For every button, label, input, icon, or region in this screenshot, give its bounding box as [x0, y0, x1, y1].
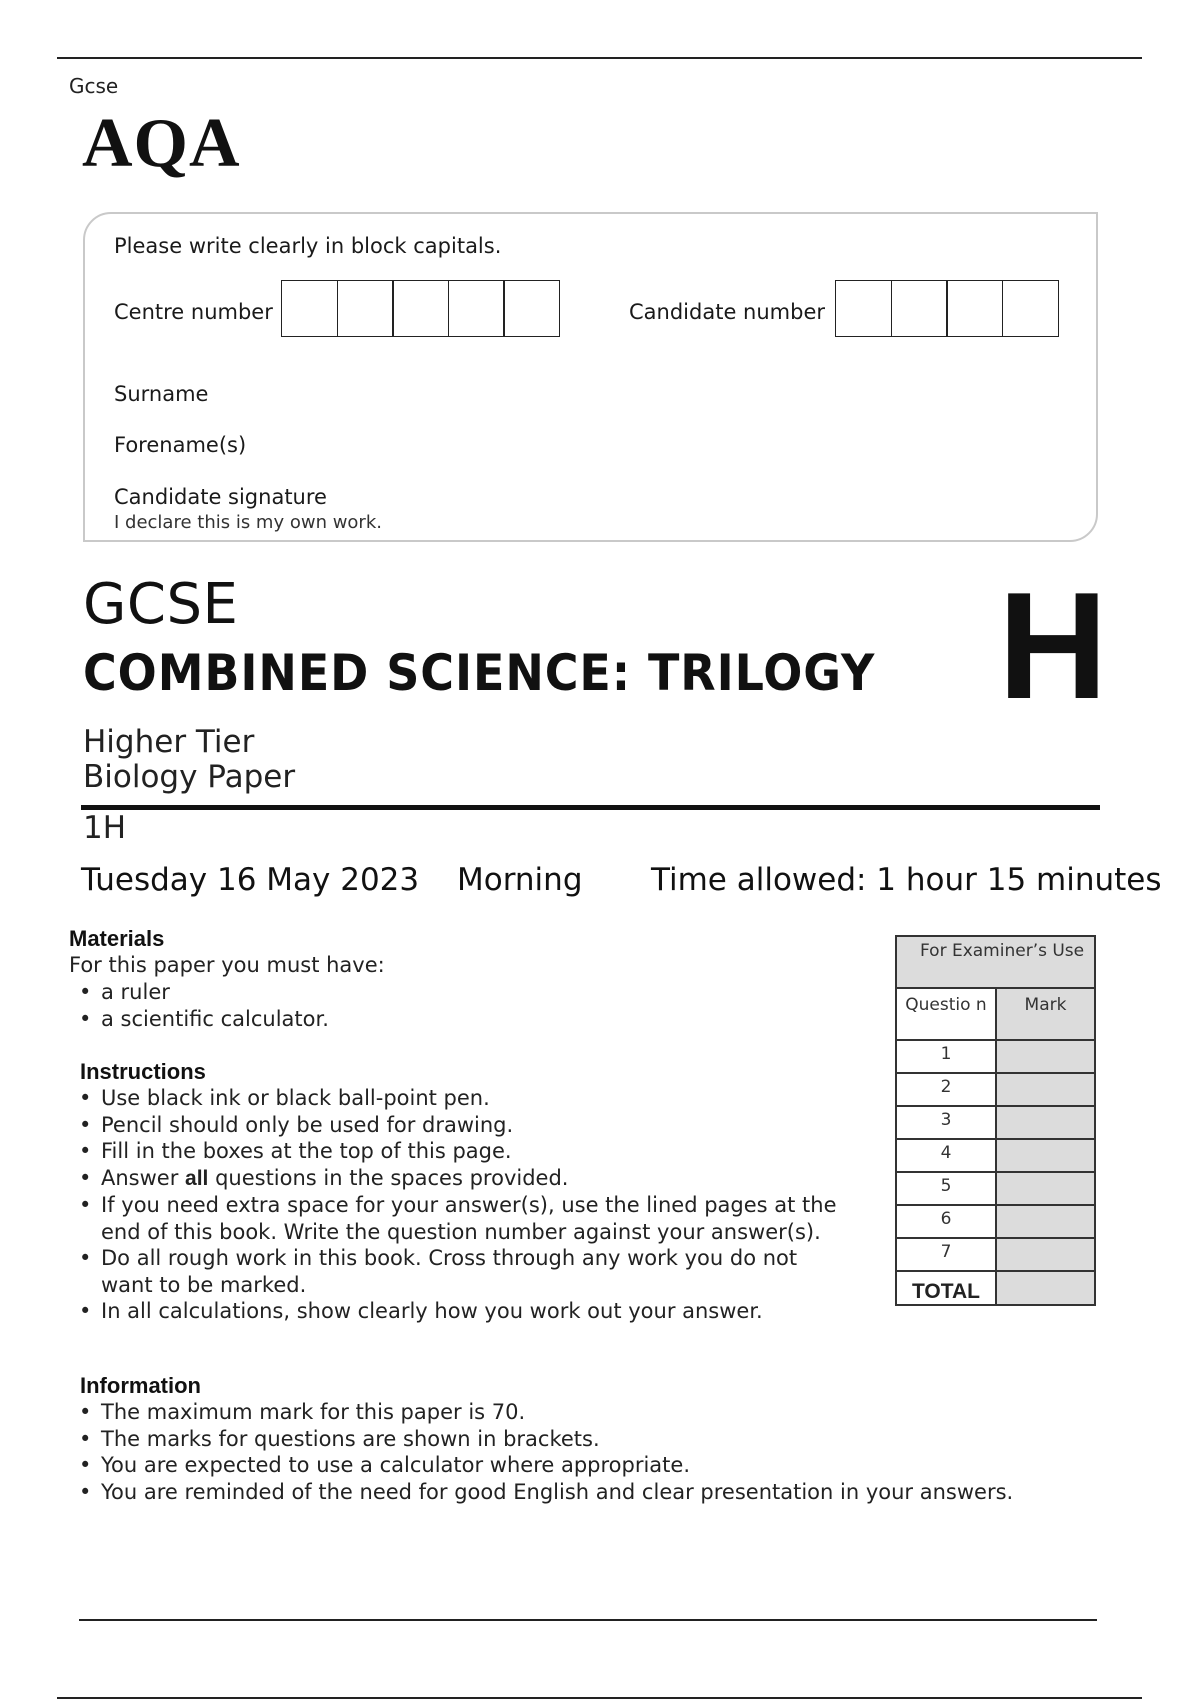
answer-all-before: Answer [101, 1165, 186, 1190]
candidate-number-digit[interactable] [835, 280, 892, 337]
candidate-number-boxes [835, 280, 1057, 337]
table-row [896, 1040, 1095, 1073]
question-number: 1 [896, 1040, 996, 1073]
surname-label: Surname [114, 382, 209, 406]
exam-date: Tuesday 16 May 2023 [81, 862, 420, 898]
exam-session: Morning [457, 862, 583, 898]
instructions-heading: Instructions [80, 1059, 206, 1084]
materials-intro: For this paper you must have: [69, 953, 385, 977]
candidate-number-label: Candidate number [629, 300, 825, 324]
mark-column-header: Mark [996, 988, 1095, 1040]
list-item: • a ruler [77, 979, 837, 1006]
examiner-table-title: For Examiner’s Use [896, 936, 1095, 988]
list-item: • If you need extra space for your answer(s), use the lined pages at the end of this book. Write the question number against your answer(s). [77, 1192, 852, 1245]
top-rule [57, 57, 1142, 59]
list-item: • The marks for questions are shown in brackets. [77, 1426, 1177, 1453]
block-capitals-instruction: Please write clearly in block capitals. [114, 234, 502, 258]
aqa-logo: AQA [82, 105, 241, 182]
centre-number-digit[interactable] [281, 280, 338, 337]
question-number: 7 [896, 1238, 996, 1271]
answer-all-after: questions in the spaces provided. [208, 1165, 569, 1190]
tier-letter: H [998, 561, 1108, 731]
list-item [77, 1165, 852, 1193]
information-heading: Information [80, 1373, 201, 1398]
footer-rule [79, 1619, 1097, 1621]
paper-name: Biology Paper [83, 759, 296, 795]
materials-heading: Materials [69, 926, 165, 951]
question-column-header: Questio n [896, 988, 996, 1040]
total-mark-cell[interactable] [996, 1271, 1095, 1305]
list-item: • Do all rough work in this book. Cross through any work you do not want to be marked. [77, 1245, 852, 1298]
list-item: • You are reminded of the need for good English and clear presentation in your answers. [77, 1479, 1177, 1506]
centre-number-boxes [281, 280, 559, 337]
title-divider [81, 805, 1100, 810]
list-item: • The maximum mark for this paper is 70. [77, 1399, 1177, 1426]
instructions-list [77, 1085, 852, 1325]
mark-cell[interactable] [996, 1205, 1095, 1238]
candidate-number-digit[interactable] [1002, 280, 1059, 337]
forenames-label: Forename(s) [114, 433, 247, 457]
mark-cell[interactable] [996, 1238, 1095, 1271]
candidate-number-digit[interactable] [891, 280, 948, 337]
subject-title: COMBINED SCIENCE: TRILOGY [83, 644, 876, 702]
centre-number-digit[interactable] [337, 280, 394, 337]
signature-label: Candidate signature [114, 485, 327, 509]
mark-cell[interactable] [996, 1073, 1095, 1106]
list-item: • You are expected to use a calculator where appropriate. [77, 1452, 1177, 1479]
table-row [896, 1238, 1095, 1271]
table-row [896, 1271, 1095, 1305]
information-list [77, 1399, 1177, 1505]
bottom-rule [57, 1697, 1142, 1699]
tier-name: Higher Tier [83, 724, 255, 760]
page-header-label: Gcse [69, 74, 119, 98]
table-row [896, 1106, 1095, 1139]
mark-cell[interactable] [996, 1040, 1095, 1073]
question-number: 6 [896, 1205, 996, 1238]
candidate-number-digit[interactable] [946, 280, 1003, 337]
table-row [896, 1172, 1095, 1205]
question-number: 2 [896, 1073, 996, 1106]
centre-number-digit[interactable] [392, 280, 449, 337]
mark-cell[interactable] [996, 1172, 1095, 1205]
centre-number-digit[interactable] [448, 280, 505, 337]
time-allowed: Time allowed: 1 hour 15 minutes [651, 862, 1162, 898]
table-row [896, 1139, 1095, 1172]
list-item: • Use black ink or black ball-point pen. [77, 1085, 852, 1112]
qualification-title: GCSE [83, 572, 239, 637]
centre-number-label: Centre number [114, 300, 273, 324]
list-item: • Pencil should only be used for drawing. [77, 1112, 852, 1139]
table-row [896, 1073, 1095, 1106]
mark-cell[interactable] [996, 1139, 1095, 1172]
answer-all-emphasis: all [185, 1166, 209, 1190]
list-item: • In all calculations, show clearly how you work out your answer. [77, 1298, 852, 1325]
question-number: 5 [896, 1172, 996, 1205]
materials-list [77, 979, 837, 1032]
table-row [896, 1205, 1095, 1238]
question-number: 4 [896, 1139, 996, 1172]
mark-cell[interactable] [996, 1106, 1095, 1139]
list-item: • Fill in the boxes at the top of this page. [77, 1138, 852, 1165]
examiner-use-table [895, 935, 1096, 1306]
centre-number-digit[interactable] [503, 280, 560, 337]
question-number: 3 [896, 1106, 996, 1139]
list-item: • a scientific calculator. [77, 1006, 837, 1033]
total-label: TOTAL [896, 1271, 996, 1305]
declaration-text: I declare this is my own work. [114, 512, 382, 533]
paper-code: 1H [83, 810, 127, 846]
